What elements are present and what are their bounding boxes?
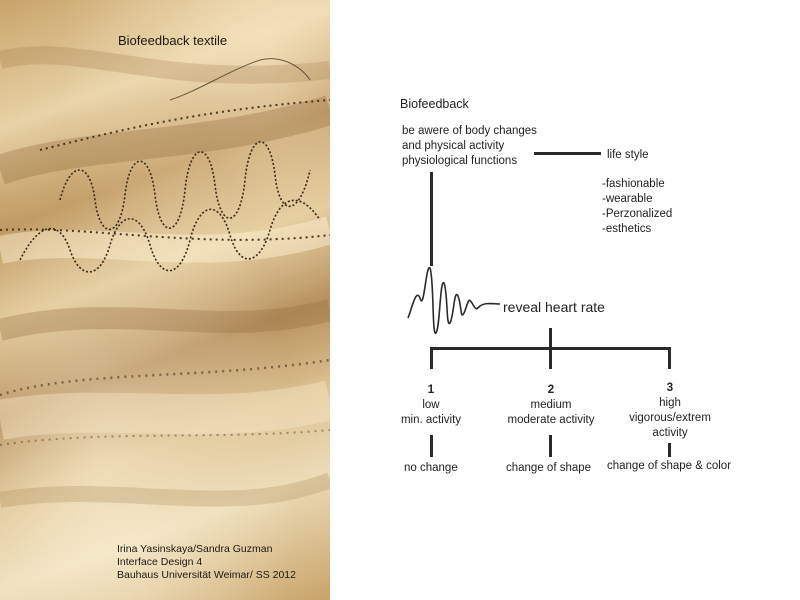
level-2-outcome: change of shape — [506, 462, 592, 474]
level-1-outcome: no change — [404, 462, 458, 474]
level-1-outcome-connector — [430, 435, 433, 457]
diagram-title: Biofeedback — [400, 97, 469, 111]
textile-photo — [0, 0, 330, 600]
level-2 — [491, 383, 611, 428]
lifestyle-item: -esthetics — [602, 223, 652, 235]
level-1 — [381, 383, 481, 428]
awareness-line: and physical activity — [402, 140, 505, 152]
lifestyle-title: life style — [607, 149, 649, 161]
level-intensity: low — [422, 399, 440, 411]
lifestyle-item: -Perzonalized — [602, 208, 673, 220]
heart-rate-waveform-icon — [400, 258, 510, 348]
level-3 — [610, 381, 730, 441]
level-1-drop — [430, 347, 433, 369]
level-activity-cont: activity — [652, 427, 688, 439]
level-activity: vigorous/extrem — [629, 412, 711, 424]
awareness-line: physiological functions — [402, 155, 518, 167]
lifestyle-item: -fashionable — [602, 178, 665, 190]
credit-university: Bauhaus Universität Weimar/ SS 2012 — [117, 569, 296, 581]
lifestyle-list — [602, 177, 672, 237]
level-activity: moderate activity — [507, 414, 595, 426]
level-intensity: medium — [530, 399, 572, 411]
lifestyle-item: -wearable — [602, 193, 653, 205]
heart-rate-label: reveal heart rate — [503, 299, 605, 315]
level-activity: min. activity — [400, 414, 462, 426]
awareness-line: be awere of body changes — [402, 125, 537, 137]
awareness-block — [402, 124, 537, 169]
waveform-stem — [549, 328, 552, 348]
fabric-illustration — [0, 0, 330, 600]
level-number: 1 — [427, 384, 435, 396]
credit-authors: Irina Yasinskaya/Sandra Guzman — [117, 543, 273, 555]
credit-course: Interface Design 4 — [117, 556, 203, 568]
photo-title: Biofeedback textile — [118, 33, 228, 48]
lifestyle-connector — [534, 152, 601, 155]
credits — [117, 543, 296, 582]
level-2-drop — [549, 347, 552, 369]
level-intensity: high — [659, 397, 681, 409]
level-3-outcome-connector — [668, 443, 671, 457]
awareness-connector — [430, 172, 433, 266]
level-number: 2 — [547, 384, 555, 396]
level-3-outcome: change of shape & color — [607, 460, 732, 472]
level-2-outcome-connector — [549, 435, 552, 457]
level-number: 3 — [666, 382, 674, 394]
level-3-drop — [668, 347, 671, 369]
